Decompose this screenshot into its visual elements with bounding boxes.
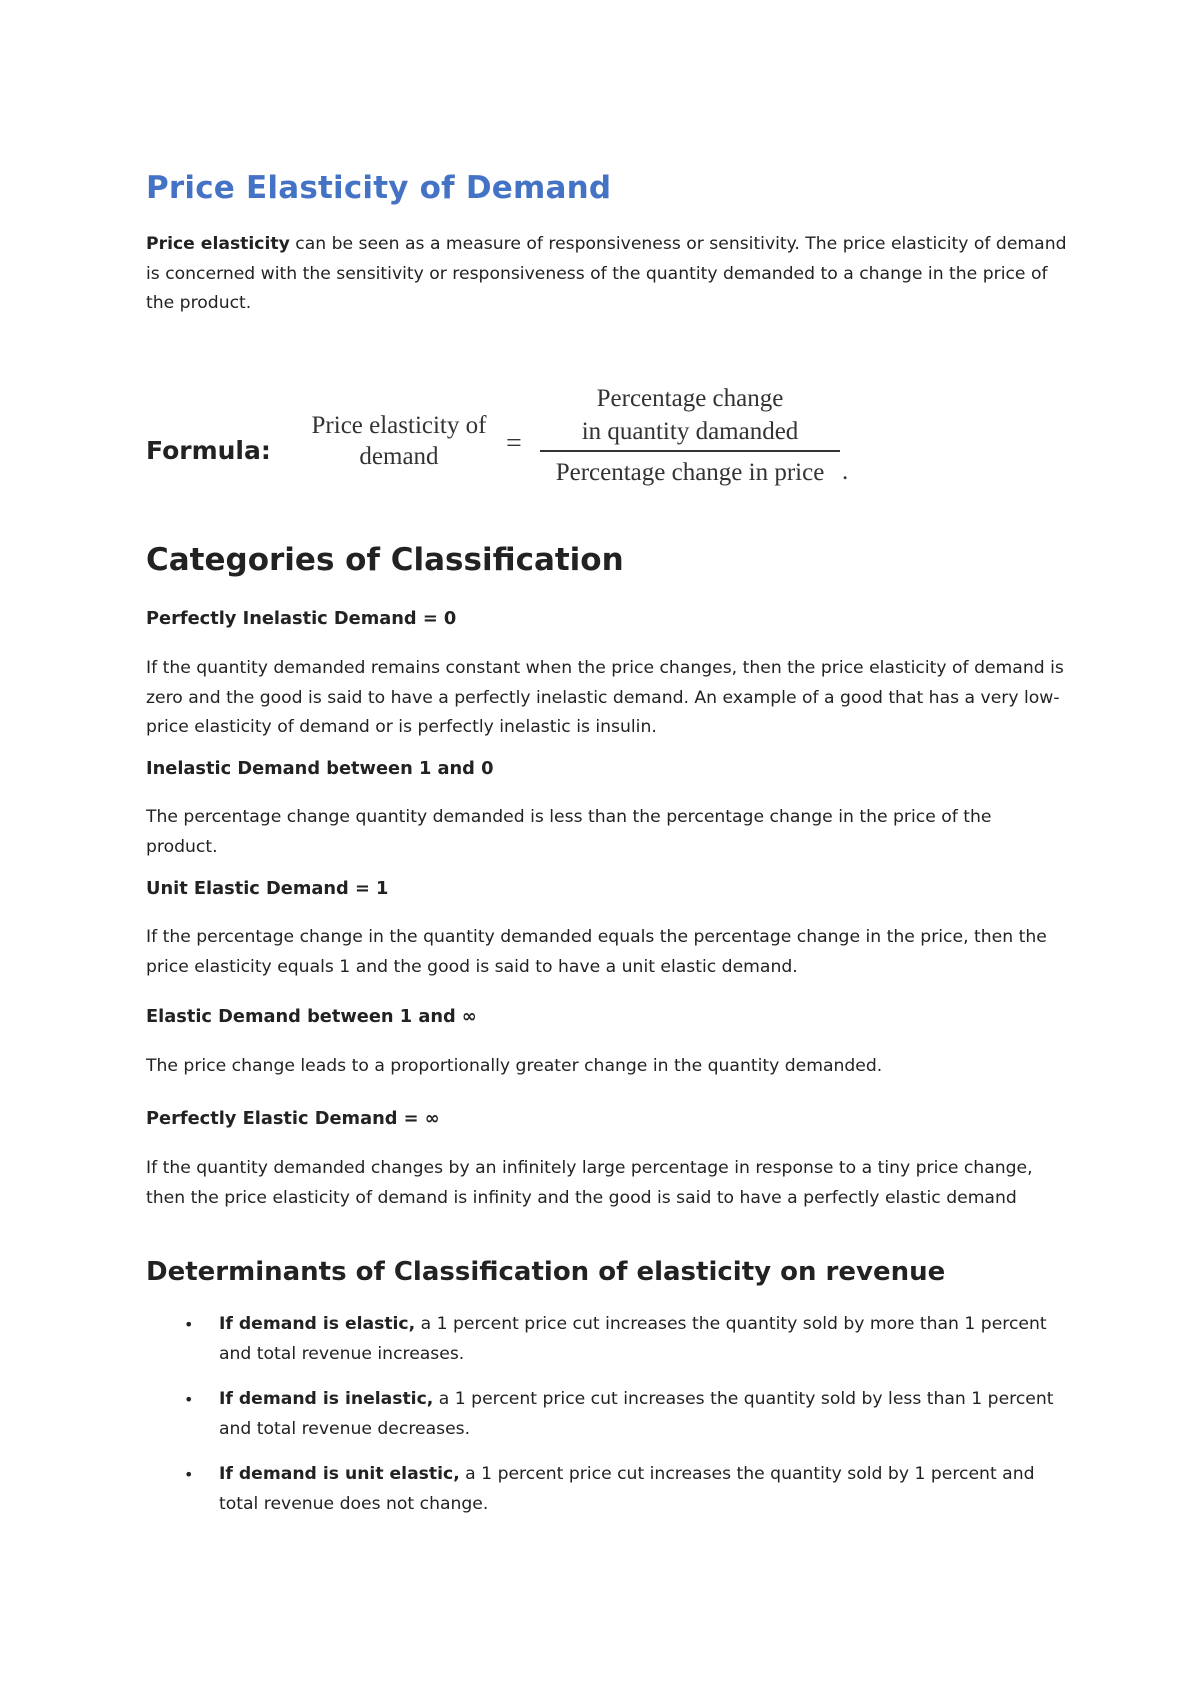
page-title: Price Elasticity of Demand [146, 170, 612, 206]
formula-numerator [540, 382, 840, 448]
list-item [146, 1385, 1076, 1444]
bullet-icon: • [184, 1390, 194, 1409]
formula-lhs [294, 410, 504, 472]
bullet-icon: • [184, 1465, 194, 1484]
category-text-inelastic: The percentage change quantity demanded is less than the percentage change in the price of the product. [146, 807, 992, 857]
formula-fraction-bar [540, 450, 840, 452]
category-heading-perfectly-inelastic: Perfectly Inelastic Demand = 0 [146, 608, 457, 629]
intro-text: can be seen as a measure of responsiveness or sensitivity. The price elasticity of demand is concerned with the sensitivity or responsiveness of the quantity demanded to a change in the price of the product. [146, 234, 1067, 313]
formula-equals: = [506, 428, 522, 459]
formula-label: Formula: [146, 436, 271, 465]
list-item [146, 1310, 1076, 1369]
category-text-perfectly-elastic: If the quantity demanded changes by an infinitely large percentage in response to a tiny price change, then the price elasticity of demand is infinity and the good is said to have a perfectly elastic demand [146, 1158, 1033, 1208]
formula-lhs-line2: demand [359, 443, 439, 470]
category-heading-perfectly-elastic: Perfectly Elastic Demand = ∞ [146, 1108, 440, 1129]
determinants-list [146, 1310, 1076, 1535]
determinants-heading: Determinants of Classification of elasticity on revenue [146, 1257, 946, 1287]
bullet-bold-lead: If demand is unit elastic, [219, 1464, 460, 1484]
category-text-elastic: The price change leads to a proportionally greater change in the quantity demanded. [146, 1056, 883, 1076]
formula-trailing-dot: . [842, 458, 849, 485]
formula-lhs-line1: Price elasticity of [311, 412, 487, 439]
bullet-text: a 1 percent price cut increases the quantity sold by more than 1 percent and total revenue increases. [219, 1314, 1047, 1364]
category-text-perfectly-inelastic: If the quantity demanded remains constant when the price changes, then the price elasticity of demand is zero and the good is said to have a perfectly inelastic demand. An example of a good that has a very low-price elasticity of demand or is perfectly inelastic is insulin. [146, 658, 1064, 737]
formula-numerator-line2: in quantity damanded [581, 418, 799, 445]
bullet-icon: • [184, 1315, 194, 1334]
intro-bold-lead: Price elasticity [146, 234, 290, 254]
list-item [146, 1460, 1076, 1519]
bullet-bold-lead: If demand is elastic, [219, 1314, 416, 1334]
categories-heading: Categories of Classification [146, 542, 624, 578]
intro-paragraph [146, 230, 1076, 319]
category-text-unit-elastic: If the percentage change in the quantity demanded equals the percentage change in the price, then the price elasticity equals 1 and the good is said to have a unit elastic demand. [146, 927, 1047, 977]
formula-denominator: Percentage change in price [555, 458, 825, 486]
formula-numerator-line1: Percentage change [596, 385, 784, 412]
bullet-bold-lead: If demand is inelastic, [219, 1389, 434, 1409]
category-heading-elastic: Elastic Demand between 1 and ∞ [146, 1006, 477, 1027]
bullet-text: a 1 percent price cut increases the quantity sold by 1 percent and total revenue does not change. [219, 1464, 1035, 1514]
formula-fraction [540, 382, 840, 488]
category-heading-unit-elastic: Unit Elastic Demand = 1 [146, 878, 389, 899]
formula-graphic [294, 382, 854, 492]
category-heading-inelastic: Inelastic Demand between 1 and 0 [146, 758, 494, 779]
bullet-text: a 1 percent price cut increases the quantity sold by less than 1 percent and total revenue decreases. [219, 1389, 1054, 1439]
